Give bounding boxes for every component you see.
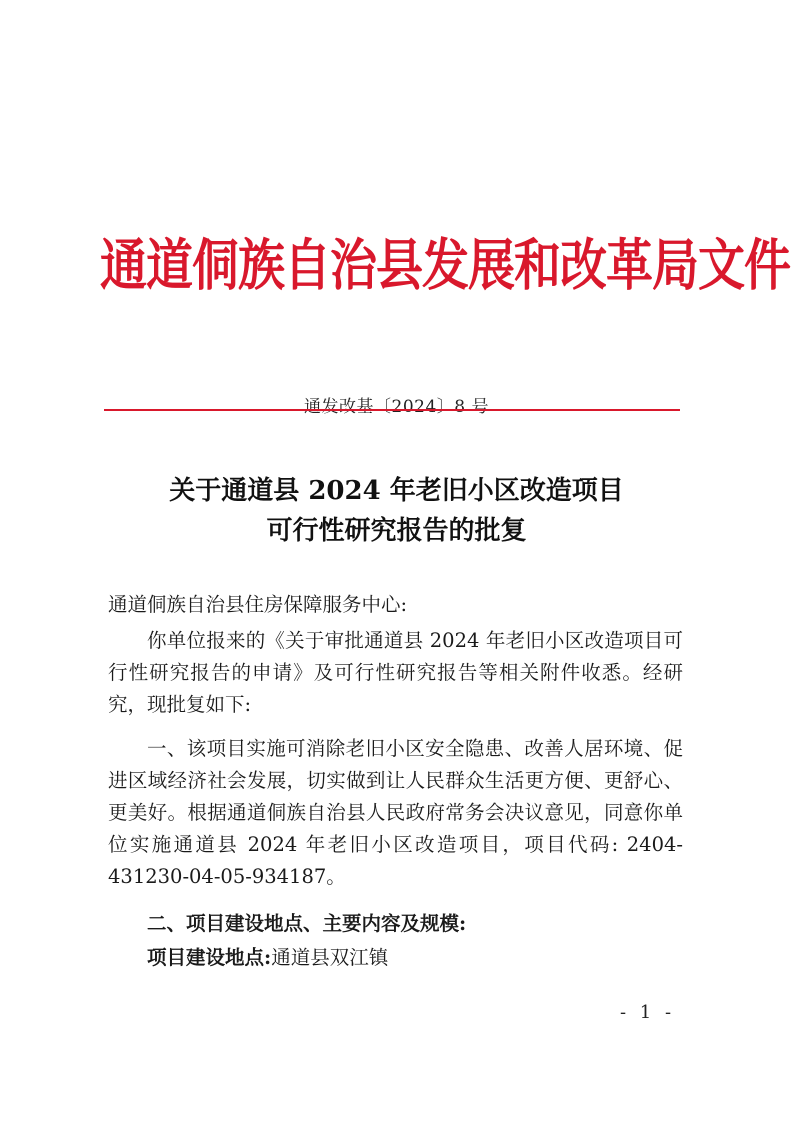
document-title-line-2: 可行性研究报告的批复 — [266, 516, 527, 546]
section-heading-2: 二、项目建设地点、主要内容及规模: — [147, 912, 467, 935]
page-number: - 1 - — [620, 1002, 676, 1023]
document-title-line-1: 关于通道县 2024 年老旧小区改造项目 — [169, 476, 624, 506]
red-divider-line — [104, 409, 680, 411]
addressee: 通道侗族自治县住房保障服务中心: — [108, 593, 408, 616]
location-label: 项目建设地点: — [147, 946, 272, 969]
document-number: 通发改基〔2024〕8 号 — [304, 397, 489, 417]
masthead-title: 通道侗族自治县发展和改革局文件 — [100, 233, 790, 299]
location-value: 通道县双江镇 — [271, 946, 389, 969]
location-line — [108, 942, 688, 974]
paragraph-2: 一、该项目实施可消除老旧小区安全隐患、改善人居环境、促进区域经济社会发展，切实做到让人民群众生活更方便、更舒心、 更美好。根据通道侗族自治县人民政府常务会决议意见，同意你单位实施通道县 2024 年老旧小区改造项目，项目代码: 2404-431230-04-05-934187。 — [108, 737, 683, 888]
paragraph-1: 你单位报来的《关于审批通道县 2024 年老旧小区改造项目可行性研究报告的申请》及可行性研究报告等相关附件收悉。经研究，现批复如下: — [108, 629, 683, 716]
